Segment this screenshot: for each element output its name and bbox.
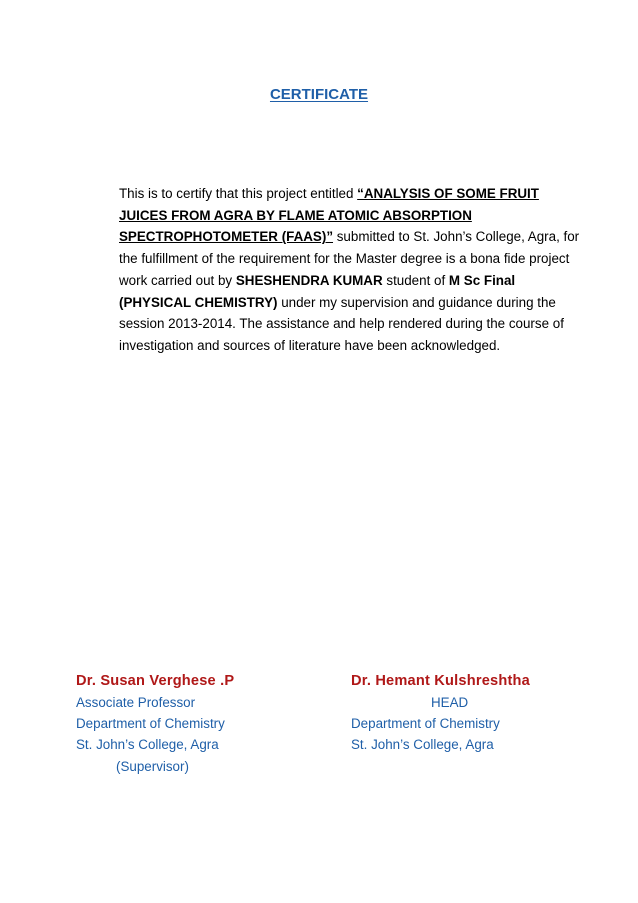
program-name: M Sc Final (PHYSICAL CHEMISTRY)	[119, 272, 516, 310]
head-designation: HEAD	[431, 695, 469, 710]
signatory-supervisor	[76, 670, 316, 777]
head-department: Department of Chemistry	[351, 716, 500, 732]
head-college: St. John’s College, Agra	[351, 737, 494, 753]
project-title: “ANALYSIS OF SOME FRUIT JUICES FROM AGRA BY FLAME ATOMIC ABSORPTION SPECTROPHOTOMETER (FAAS)”	[119, 186, 539, 245]
body-intro: This is to certify that this project entitled	[119, 186, 358, 201]
certificate-title: CERTIFICATE	[269, 86, 369, 103]
body-student-of: student of	[382, 272, 449, 288]
head-name: Dr. Hemant Kulshreshtha	[351, 673, 530, 689]
signatory-head	[351, 670, 591, 756]
certificate-body	[119, 183, 581, 357]
student-name: SHESHENDRA KUMAR	[235, 272, 383, 288]
body-conclusion: under my supervision and guidance during the session 2013-2014. The assistance and help rendered during the course of investigation and sources of literature have been acknowledged.	[119, 294, 564, 353]
supervisor-department: Department of Chemistry	[76, 716, 225, 732]
supervisor-role: (Supervisor)	[116, 758, 189, 774]
supervisor-college: St. John’s College, Agra	[76, 737, 219, 753]
supervisor-designation: Associate Professor	[76, 695, 196, 710]
supervisor-name: Dr. Susan Verghese .P	[76, 673, 235, 689]
body-after-title: submitted to St. John’s College, Agra, for the fulfillment of the requirement for the Master degree is a bona fide project work carried out by	[119, 229, 580, 288]
